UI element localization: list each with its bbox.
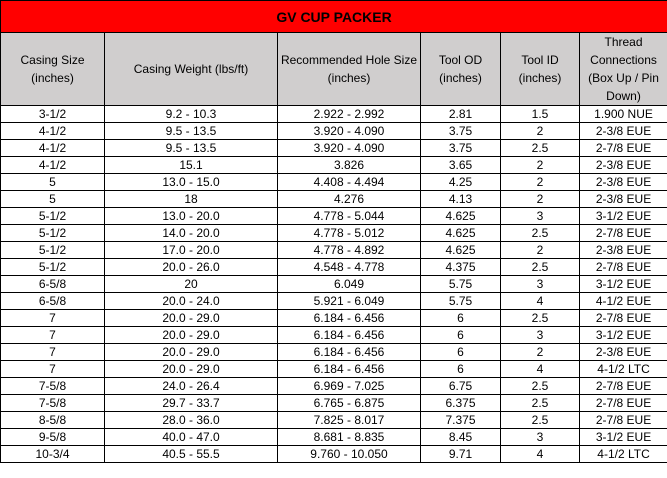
casing-size-cell: 7	[1, 361, 105, 378]
tool-id-cell: 2	[501, 123, 580, 140]
casing-weight-cell: 29.7 - 33.7	[105, 395, 278, 412]
casing-size-cell: 6-5/8	[1, 276, 105, 293]
header-casing-weight: Casing Weight (lbs/ft)	[105, 33, 278, 106]
tool-id-cell: 3	[501, 429, 580, 446]
header-thread-connections: Thread Connections (Box Up / Pin Down)	[580, 33, 667, 106]
title-row	[1, 1, 667, 33]
tool-od-cell: 2.81	[421, 106, 501, 123]
hole-size-cell: 5.921 - 6.049	[278, 293, 421, 310]
table-row	[1, 157, 667, 174]
casing-weight-cell: 40.0 - 47.0	[105, 429, 278, 446]
hole-size-cell: 2.922 - 2.992	[278, 106, 421, 123]
thread-connection-cell: 4-1/2 EUE	[580, 293, 667, 310]
casing-weight-cell: 20.0 - 29.0	[105, 310, 278, 327]
tool-id-cell: 4	[501, 361, 580, 378]
table-row	[1, 412, 667, 429]
column-header-row	[1, 33, 667, 106]
thread-connection-cell: 2-7/8 EUE	[580, 140, 667, 157]
tool-od-cell: 5.75	[421, 276, 501, 293]
tool-od-cell: 4.625	[421, 225, 501, 242]
casing-size-cell: 5-1/2	[1, 208, 105, 225]
table-row	[1, 378, 667, 395]
tool-id-cell: 2.5	[501, 225, 580, 242]
hole-size-cell: 4.548 - 4.778	[278, 259, 421, 276]
hole-size-cell: 6.184 - 6.456	[278, 361, 421, 378]
casing-weight-cell: 9.5 - 13.5	[105, 140, 278, 157]
thread-connection-cell: 4-1/2 LTC	[580, 361, 667, 378]
thread-connection-cell: 2-7/8 EUE	[580, 310, 667, 327]
casing-size-cell: 7	[1, 327, 105, 344]
thread-connection-cell: 3-1/2 EUE	[580, 208, 667, 225]
casing-size-cell: 5-1/2	[1, 242, 105, 259]
hole-size-cell: 6.184 - 6.456	[278, 344, 421, 361]
hole-size-cell: 4.276	[278, 191, 421, 208]
hole-size-cell: 6.184 - 6.456	[278, 310, 421, 327]
casing-size-cell: 7	[1, 344, 105, 361]
thread-connection-cell: 3-1/2 EUE	[580, 429, 667, 446]
casing-weight-cell: 20.0 - 29.0	[105, 361, 278, 378]
casing-size-cell: 5	[1, 174, 105, 191]
casing-size-cell: 5-1/2	[1, 259, 105, 276]
table-body	[1, 106, 667, 463]
table-row	[1, 344, 667, 361]
hole-size-cell: 8.681 - 8.835	[278, 429, 421, 446]
thread-connection-cell: 2-3/8 EUE	[580, 242, 667, 259]
thread-connection-cell: 2-3/8 EUE	[580, 174, 667, 191]
table-row	[1, 276, 667, 293]
table-row	[1, 446, 667, 463]
tool-id-cell: 2.5	[501, 259, 580, 276]
tool-od-cell: 6.75	[421, 378, 501, 395]
tool-od-cell: 6	[421, 310, 501, 327]
tool-od-cell: 6	[421, 361, 501, 378]
hole-size-cell: 3.920 - 4.090	[278, 140, 421, 157]
thread-connection-cell: 2-3/8 EUE	[580, 123, 667, 140]
hole-size-cell: 6.765 - 6.875	[278, 395, 421, 412]
hole-size-cell: 4.408 - 4.494	[278, 174, 421, 191]
tool-od-cell: 3.75	[421, 123, 501, 140]
tool-od-cell: 3.75	[421, 140, 501, 157]
table-row	[1, 140, 667, 157]
tool-id-cell: 4	[501, 293, 580, 310]
casing-weight-cell: 18	[105, 191, 278, 208]
thread-connection-cell: 3-1/2 EUE	[580, 327, 667, 344]
tool-od-cell: 9.71	[421, 446, 501, 463]
tool-id-cell: 2	[501, 242, 580, 259]
tool-id-cell: 2.5	[501, 378, 580, 395]
tool-id-cell: 2	[501, 344, 580, 361]
casing-weight-cell: 20.0 - 29.0	[105, 344, 278, 361]
table-row	[1, 225, 667, 242]
hole-size-cell: 4.778 - 5.044	[278, 208, 421, 225]
thread-connection-cell: 1.900 NUE	[580, 106, 667, 123]
table-row	[1, 174, 667, 191]
casing-size-cell: 8-5/8	[1, 412, 105, 429]
casing-size-cell: 4-1/2	[1, 123, 105, 140]
hole-size-cell: 4.778 - 5.012	[278, 225, 421, 242]
casing-weight-cell: 9.2 - 10.3	[105, 106, 278, 123]
table-row	[1, 310, 667, 327]
tool-id-cell: 3	[501, 208, 580, 225]
tool-id-cell: 2.5	[501, 310, 580, 327]
hole-size-cell: 3.826	[278, 157, 421, 174]
casing-size-cell: 7-5/8	[1, 395, 105, 412]
thread-connection-cell: 2-7/8 EUE	[580, 395, 667, 412]
table-row	[1, 208, 667, 225]
tool-id-cell: 1.5	[501, 106, 580, 123]
hole-size-cell: 9.760 - 10.050	[278, 446, 421, 463]
casing-size-cell: 5	[1, 191, 105, 208]
table-row	[1, 395, 667, 412]
table-row	[1, 429, 667, 446]
tool-id-cell: 2	[501, 174, 580, 191]
hole-size-cell: 7.825 - 8.017	[278, 412, 421, 429]
tool-od-cell: 7.375	[421, 412, 501, 429]
tool-id-cell: 2	[501, 191, 580, 208]
table-row	[1, 106, 667, 123]
table-row	[1, 242, 667, 259]
thread-connection-cell: 2-7/8 EUE	[580, 225, 667, 242]
hole-size-cell: 3.920 - 4.090	[278, 123, 421, 140]
tool-id-cell: 2.5	[501, 140, 580, 157]
casing-weight-cell: 40.5 - 55.5	[105, 446, 278, 463]
thread-connection-cell: 2-3/8 EUE	[580, 191, 667, 208]
tool-od-cell: 6	[421, 344, 501, 361]
header-hole-size: Recommended Hole Size (inches)	[278, 33, 421, 106]
tool-od-cell: 5.75	[421, 293, 501, 310]
hole-size-cell: 6.184 - 6.456	[278, 327, 421, 344]
tool-id-cell: 3	[501, 276, 580, 293]
table-row	[1, 123, 667, 140]
header-tool-od: Tool OD (inches)	[421, 33, 501, 106]
thread-connection-cell: 4-1/2 LTC	[580, 446, 667, 463]
tool-id-cell: 4	[501, 446, 580, 463]
table-row	[1, 327, 667, 344]
tool-id-cell: 2	[501, 157, 580, 174]
casing-size-cell: 10-3/4	[1, 446, 105, 463]
casing-size-cell: 9-5/8	[1, 429, 105, 446]
tool-id-cell: 2.5	[501, 412, 580, 429]
header-casing-size: Casing Size (inches)	[1, 33, 105, 106]
hole-size-cell: 4.778 - 4.892	[278, 242, 421, 259]
casing-size-cell: 6-5/8	[1, 293, 105, 310]
casing-weight-cell: 17.0 - 20.0	[105, 242, 278, 259]
tool-od-cell: 4.13	[421, 191, 501, 208]
casing-weight-cell: 20.0 - 26.0	[105, 259, 278, 276]
casing-weight-cell: 15.1	[105, 157, 278, 174]
casing-size-cell: 4-1/2	[1, 140, 105, 157]
thread-connection-cell: 3-1/2 EUE	[580, 276, 667, 293]
casing-weight-cell: 9.5 - 13.5	[105, 123, 278, 140]
casing-weight-cell: 28.0 - 36.0	[105, 412, 278, 429]
casing-size-cell: 4-1/2	[1, 157, 105, 174]
casing-weight-cell: 20.0 - 24.0	[105, 293, 278, 310]
table-row	[1, 361, 667, 378]
casing-size-cell: 7	[1, 310, 105, 327]
thread-connection-cell: 2-3/8 EUE	[580, 344, 667, 361]
table-row	[1, 191, 667, 208]
tool-od-cell: 8.45	[421, 429, 501, 446]
hole-size-cell: 6.969 - 7.025	[278, 378, 421, 395]
table-row	[1, 293, 667, 310]
tool-od-cell: 4.625	[421, 208, 501, 225]
casing-weight-cell: 13.0 - 20.0	[105, 208, 278, 225]
casing-size-cell: 7-5/8	[1, 378, 105, 395]
casing-weight-cell: 14.0 - 20.0	[105, 225, 278, 242]
hole-size-cell: 6.049	[278, 276, 421, 293]
tool-od-cell: 6.375	[421, 395, 501, 412]
table-row	[1, 259, 667, 276]
casing-size-cell: 5-1/2	[1, 225, 105, 242]
tool-id-cell: 2.5	[501, 395, 580, 412]
casing-weight-cell: 13.0 - 15.0	[105, 174, 278, 191]
casing-weight-cell: 20	[105, 276, 278, 293]
thread-connection-cell: 2-3/8 EUE	[580, 157, 667, 174]
thread-connection-cell: 2-7/8 EUE	[580, 378, 667, 395]
thread-connection-cell: 2-7/8 EUE	[580, 259, 667, 276]
tool-od-cell: 4.375	[421, 259, 501, 276]
tool-id-cell: 3	[501, 327, 580, 344]
casing-size-cell: 3-1/2	[1, 106, 105, 123]
tool-od-cell: 6	[421, 327, 501, 344]
header-tool-id: Tool ID (inches)	[501, 33, 580, 106]
tool-od-cell: 4.25	[421, 174, 501, 191]
tool-od-cell: 4.625	[421, 242, 501, 259]
table-title: GV CUP PACKER	[1, 1, 667, 33]
thread-connection-cell: 2-7/8 EUE	[580, 412, 667, 429]
casing-weight-cell: 24.0 - 26.4	[105, 378, 278, 395]
casing-weight-cell: 20.0 - 29.0	[105, 327, 278, 344]
tool-od-cell: 3.65	[421, 157, 501, 174]
